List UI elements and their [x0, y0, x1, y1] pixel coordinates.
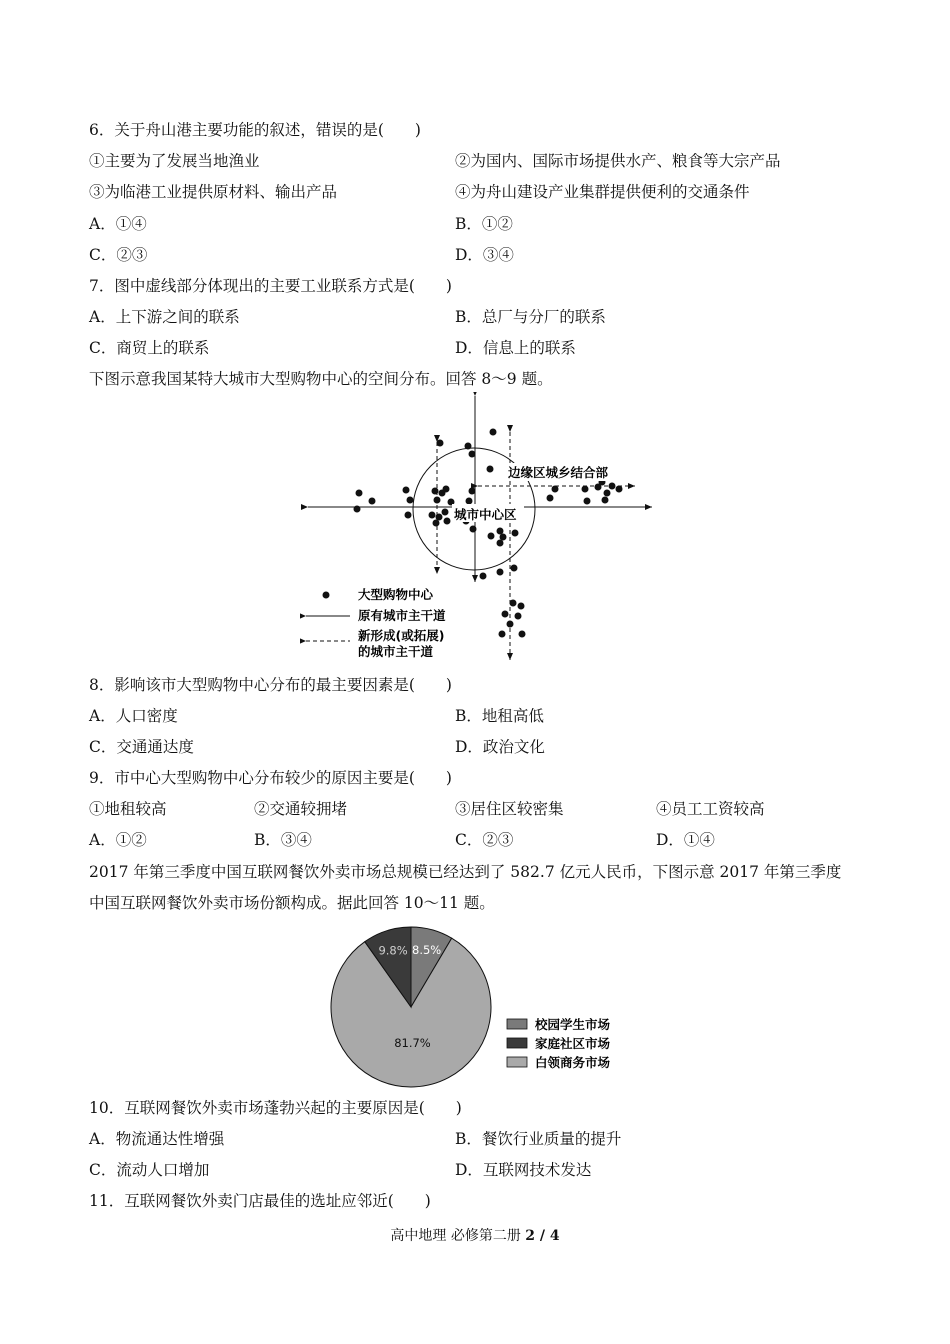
mall-dot: [512, 530, 519, 537]
mall-dots: [354, 429, 623, 638]
q10-option-b: B．餐饮行业质量的提升: [455, 1130, 622, 1148]
q9-stem: 9．市中心大型购物中心分布较少的原因主要是( ): [89, 769, 452, 787]
mall-dot: [429, 512, 436, 519]
legend-label-2: 家庭社区市场: [535, 1036, 611, 1051]
mall-dot: [515, 613, 522, 620]
q6-statement-4: ④为舟山建设产业集群提供便利的交通条件: [455, 183, 750, 201]
mall-dot: [433, 520, 440, 527]
legend-new-road-label-2: 的城市主干道: [358, 644, 434, 659]
mall-dot: [354, 506, 361, 513]
takeout-market-share-pie-chart: [325, 925, 635, 1090]
page-footer: [0, 1225, 950, 1245]
mall-dot: [436, 514, 443, 521]
legend-mall-label: 大型购物中心: [358, 587, 434, 602]
mall-dot: [609, 483, 616, 490]
diagram-legend: [306, 587, 446, 659]
intro-8-9: 下图示意我国某特大城市大型购物中心的空间分布。回答 8～9 题。: [89, 370, 553, 388]
q6-option-b: B．①②: [455, 215, 513, 233]
mall-dot: [519, 631, 526, 638]
q7-option-b: B．总厂与分厂的联系: [455, 308, 606, 326]
q11-stem: 11．互联网餐饮外卖门店最佳的选址应邻近( ): [89, 1192, 431, 1210]
legend-swatch-3: [507, 1057, 527, 1067]
q8-option-c: C．交通通达度: [89, 738, 194, 756]
mall-dot: [369, 498, 376, 505]
mall-dot: [497, 540, 504, 547]
q6-stem: 6．关于舟山港主要功能的叙述，错误的是( ): [89, 121, 421, 139]
q7-option-c: C．商贸上的联系: [89, 339, 210, 357]
legend-label-3: 白领商务市场: [535, 1055, 611, 1070]
pie-legend: [507, 1017, 611, 1070]
q6-statement-1: ①主要为了发展当地渔业: [89, 152, 260, 170]
q10-option-d: D．互联网技术发达: [455, 1161, 592, 1179]
pie-slices: [331, 927, 491, 1087]
q7-option-d: D．信息上的联系: [455, 339, 576, 357]
q9-statement-2: ②交通较拥堵: [254, 800, 348, 818]
page-number: 2 / 4: [525, 1228, 560, 1244]
q9-statement-3: ③居住区较密集: [455, 800, 564, 818]
mall-dot: [547, 495, 554, 502]
mall-dot: [490, 429, 497, 436]
legend-label-1: 校园学生市场: [535, 1017, 611, 1032]
mall-dot: [488, 533, 495, 540]
mall-dot: [497, 528, 504, 535]
q6-statement-2: ②为国内、国际市场提供水产、粮食等大宗产品: [455, 152, 781, 170]
mall-dot: [469, 488, 476, 495]
legend-swatch-1: [507, 1019, 527, 1029]
mall-dot: [552, 486, 559, 493]
pie-label-3: 81.7%: [394, 1035, 431, 1050]
city-center-label: 城市中心区: [454, 507, 517, 522]
mall-dot: [582, 486, 589, 493]
mall-dot: [507, 621, 514, 628]
q9-option-d: D．①④: [656, 831, 715, 849]
mall-dot: [437, 440, 444, 447]
mall-dot: [497, 569, 504, 576]
q9-option-a: A．①②: [89, 831, 147, 849]
q10-stem: 10．互联网餐饮外卖市场蓬勃兴起的主要原因是( ): [89, 1099, 462, 1117]
q6-option-d: D．③④: [455, 246, 514, 264]
q7-option-a: A．上下游之间的联系: [89, 308, 240, 326]
q6-option-c: C．②③: [89, 246, 148, 264]
pie-label-2: 9.8%: [378, 943, 408, 958]
mall-dot: [470, 526, 477, 533]
mall-dot: [434, 497, 441, 504]
q7-stem: 7．图中虚线部分体现出的主要工业联系方式是( ): [89, 277, 452, 295]
q9-option-c: C．②③: [455, 831, 514, 849]
mall-dot: [499, 631, 506, 638]
mall-dot: [432, 488, 439, 495]
legend-old-road-label: 原有城市主干道: [358, 608, 446, 623]
mall-dot: [403, 487, 410, 494]
mall-dot: [469, 451, 476, 458]
mall-dot: [465, 443, 472, 450]
q9-option-b: B．③④: [254, 831, 312, 849]
q6-option-a: A．①④: [89, 215, 147, 233]
q10-option-a: A．物流通达性增强: [89, 1130, 225, 1148]
mall-dot: [584, 498, 591, 505]
intro-10-11-line-2: 中国互联网餐饮外卖市场份额构成。据此回答 10～11 题。: [89, 894, 495, 912]
q9-statement-1: ①地租较高: [89, 800, 167, 818]
mall-dot: [602, 497, 609, 504]
mall-dot: [443, 486, 450, 493]
mall-dot: [466, 498, 473, 505]
mall-dot: [407, 497, 414, 504]
mall-dot: [405, 512, 412, 519]
mall-dot: [480, 573, 487, 580]
mall-dot: [518, 603, 525, 610]
q8-option-d: D．政治文化: [455, 738, 545, 756]
intro-10-11-line-1: 2017 年第三季度中国互联网餐饮外卖市场总规模已经达到了 582.7 亿元人民币，下图示意 2017 年第三季度: [89, 863, 842, 881]
mall-dot: [502, 611, 509, 618]
mall-dot: [510, 600, 517, 607]
q10-option-c: C．流动人口增加: [89, 1161, 210, 1179]
mall-distribution-diagram: [300, 392, 660, 664]
mall-dot: [500, 534, 507, 541]
footer-text: 高中地理 必修第二册: [390, 1228, 526, 1244]
q8-option-a: A．人口密度: [89, 707, 178, 725]
q8-option-b: B．地租高低: [455, 707, 544, 725]
q6-statement-3: ③为临港工业提供原材料、输出产品: [89, 183, 338, 201]
mall-dot: [442, 509, 449, 516]
q9-statement-4: ④员工工资较高: [656, 800, 765, 818]
mall-dot: [356, 490, 363, 497]
edge-area-label: 边缘区城乡结合部: [508, 465, 609, 480]
mall-dot: [616, 486, 623, 493]
legend-new-road-label-1: 新形成(或拓展): [358, 628, 445, 643]
mall-dot: [444, 518, 451, 525]
mall-dot: [604, 490, 611, 497]
q8-stem: 8．影响该市大型购物中心分布的最主要因素是( ): [89, 676, 452, 694]
legend-swatch-2: [507, 1038, 527, 1048]
mall-dot: [487, 466, 494, 473]
mall-dot: [511, 565, 518, 572]
pie-label-1: 8.5%: [412, 942, 442, 957]
